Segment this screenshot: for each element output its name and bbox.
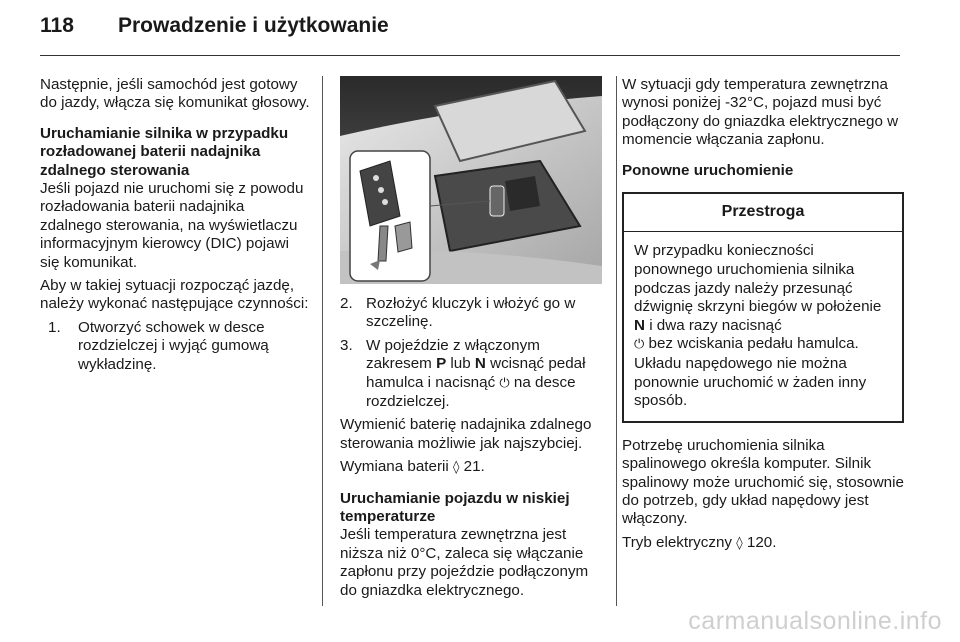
warning-text: bez wciskania pedału hamulca. Układu napędowego nie można ponownie uruchomić w żaden inny sposób. [634, 335, 867, 410]
step-number: 1. [48, 318, 61, 336]
page-number: 118 [40, 14, 74, 37]
step-text-part: W pojeździe z włączonym zakresem [366, 336, 540, 373]
column-1 [40, 76, 310, 379]
warning-text: i dwa razy nacisnąć [644, 316, 782, 334]
paragraph-dic-message: Jeśli pojazd nie uruchomi się z powodu rozładowania baterii nadajnika zdalnego sterowania, na wyświetlaczu informacyjnym kierowcy (DIC) pojawi się komunikat. [40, 180, 304, 271]
step-text: Rozłożyć kluczyk i włożyć go w szczelinę. [366, 295, 576, 331]
step-text [366, 337, 586, 410]
header-rule [40, 55, 900, 56]
ref-text: Wymiana baterii [340, 458, 453, 476]
column-divider-1 [322, 76, 323, 606]
heading-restart: Ponowne uruchomienie [622, 161, 794, 179]
steps-list-1 [40, 319, 310, 374]
key-slot [505, 176, 540, 211]
paragraph-cold-32: W sytuacji gdy temperatura zewnętrzna wynosi poniżej -32°C, pojazd musi być podłączony do gniazdka elektrycznego w momencie włączania zapłonu. [622, 76, 899, 149]
list-item [340, 295, 608, 332]
warning-text: W przypadku konieczności ponownego uruchomienia silnika podczas jazdy należy przesunąć dźwignię skrzyni biegów w położenie [634, 242, 882, 316]
intro-paragraph: Następnie, jeśli samochód jest gotowy do jazdy, włącza się komunikat głosowy. [40, 76, 310, 112]
power-icon: ⏻ [499, 375, 510, 391]
key-slot-insert-icon [395, 222, 412, 252]
paragraph-cold-start: Jeśli temperatura zewnętrzna jest niższa niż 0°C, zaleca się włączanie zapłonu przy pojeździe podłączonym do gniazdka elektrycznego. [340, 526, 589, 599]
heading-dead-battery: Uruchamianie silnika w przypadku rozładowanej baterii nadajnika zdalnego sterowania [40, 124, 289, 179]
warning-box [622, 192, 904, 423]
heading-cold-start: Uruchamianie pojazdu w niskiej temperaturze [340, 489, 570, 526]
ref-text: Tryb elektryczny [622, 533, 737, 551]
key-blade-icon [378, 226, 388, 261]
paragraph-steps-intro: Aby w takiej sytuacji rozpocząć jazdę, należy wykonać następujące czynności: [40, 277, 309, 313]
key-slot-photo [340, 76, 602, 284]
column-2 [340, 295, 608, 612]
step-text-part: na desce rozdzielczej. [366, 373, 576, 411]
page-header [40, 14, 920, 50]
reference-battery [340, 458, 608, 477]
gear-n: N [474, 355, 486, 373]
step-number: 2. [340, 295, 353, 312]
ref-page: 120. [742, 533, 777, 551]
step-text-part: wcisnąć pedał hamulca i nacisnąć [366, 355, 586, 391]
paragraph-replace-battery: Wymienić baterię nadajnika zdalnego sterowania możliwie jak najszybciej. [340, 416, 592, 452]
column-3 [622, 76, 904, 565]
step-number: 3. [340, 336, 353, 354]
list-item [48, 319, 310, 374]
column-divider-2 [616, 76, 617, 606]
paragraph-engine-start: Potrzebę uruchomienia silnika spalinowego określa komputer. Silnik spalinowy może uruchomić się, stosownie do potrzeb, gdy układ napędowy jest włączony. [622, 436, 904, 528]
ref-page: 21. [459, 458, 485, 476]
reference-arrow-icon: ◊ [452, 460, 460, 476]
list-item [340, 337, 608, 412]
power-icon: ⏻ [634, 337, 645, 353]
page-title: Prowadzenie i użytkowanie [118, 14, 389, 37]
inserted-key-icon [490, 186, 504, 216]
watermark: carmanualsonline.info [688, 607, 942, 635]
gear-p: P [436, 355, 447, 373]
warning-title: Przestroga [624, 194, 902, 232]
steps-list-2 [340, 295, 608, 411]
warning-body [624, 232, 902, 420]
reference-electric-mode [622, 534, 904, 553]
reference-arrow-icon: ◊ [736, 535, 743, 551]
step-text-part: lub [446, 355, 475, 373]
gear-n: N [634, 316, 645, 334]
step-text: Otworzyć schowek w desce rozdzielczej i wyjąć gumową wykładzinę. [78, 318, 269, 373]
